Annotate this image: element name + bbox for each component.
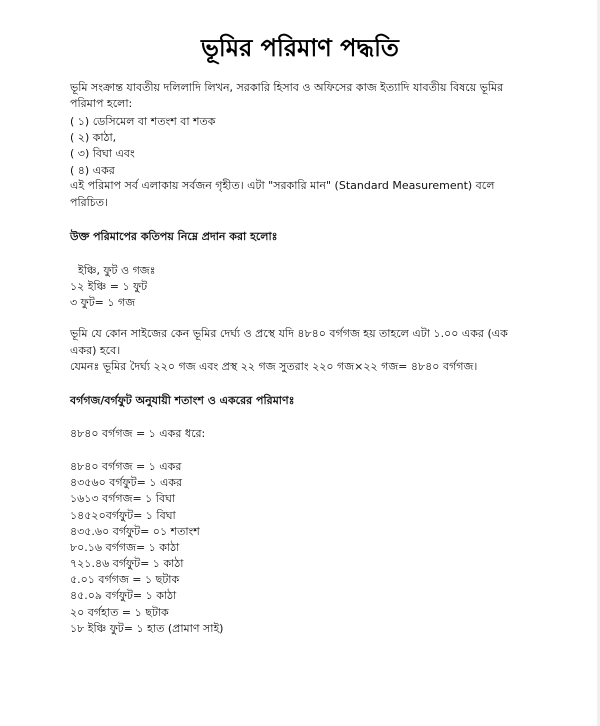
paragraph-line-3: যেমনঃ ভূমির দৈর্ঘ্য ২২০ গজ এবং প্রস্থ ২২ গজ সুতরাং ২২০ গজ×২২ গজ= ৪৮৪০ বর্গগজ। [70,360,478,373]
intro-item-2: ( ২) কাঠা, [70,131,117,144]
page-title: ভূমির পরিমাণ পদ্ধতি [201,34,399,62]
paragraph-line-1: ভূমি যে কোন সাইজের কেন ভূমির দের্ঘ্য ও প্রস্থে যদি ৪৮৪০ বর্গগজ হয় তাহলে এটা ১.০০ একর (এক [70,327,508,340]
measure-line: ১৬১৩ বর্গগজ= ১ বিঘা [70,492,176,505]
section2-intro-line: ৪৮৪০ বর্গগজ = ১ একর ধরে: [70,427,206,440]
section1-subheading: ইঞ্চি, ফুট ও গজঃ [78,264,156,277]
measure-line: ১৮ ইঞ্চি ফুট= ১ হাত (প্রামাণ সাই) [70,622,224,635]
measure-line: ৮০.১৬ বর্গগজ= ১ কাঠা [70,541,180,554]
intro-line-3: এই পরিমাপ সর্ব এলাকায় সর্বজন গৃহীত। এটা "সরকারি মান" (Standard Measurement) বলে [70,179,495,192]
measure-line: ৫.০১ বর্গগজ = ১ ছটাক [70,573,180,586]
intro-item-4: ( ৪) একর [70,164,115,177]
intro-item-3: ( ৩) বিঘা এবং [70,147,135,160]
section2-heading: বর্গগজ/বর্গফুট অনুযায়ী শতাংশ ও একরের পরিমাণঃ [70,394,295,407]
section1-heading: উক্ত পরিমাপের কতিপয় নিম্নে প্রদান করা হলোঃ [70,230,278,243]
paragraph-line-2: একর) হবে। [70,344,121,357]
intro-line-2: পরিমাপ হলো: [70,97,133,110]
measure-line: ৪৫.০৯ বর্গফুট= ১ কাঠা [70,589,177,602]
measure-line: ৭২১.৪৬ বর্গফুট= ১ কাঠা [70,557,184,570]
measure-line: ৪৮৪০ বর্গগজ = ১ একর [70,460,182,473]
measure-line: ৪৩৫.৬০ বর্গফুট= ০১ শতাংশ [70,525,200,538]
measure-line: ১৪৫২০বর্গফুট= ১ বিঘা [70,509,176,522]
intro-line-1: ভূমি সংক্রান্ত যাবতীয় দলিলাদি লিখন, সরকারি হিসাব ও অফিসের কাজ ইত্যাদি যাবতীয় বিষয়ে ভূমির [70,81,504,94]
section1-line-1: ১২ ইঞ্চি = ১ ফুট [70,280,148,293]
intro-item-1: ( ১) ডেসিমেল বা শতংশ বা শতক [70,115,216,128]
measure-line: ২০ বর্গহাত = ১ ছটাক [70,606,169,619]
section1-line-2: ৩ ফুট= ১ গজ [70,296,136,309]
intro-line-4: পরিচিত। [70,196,108,209]
measure-line: ৪৩৫৬০ বর্গফুট= ১ একর [70,476,183,489]
